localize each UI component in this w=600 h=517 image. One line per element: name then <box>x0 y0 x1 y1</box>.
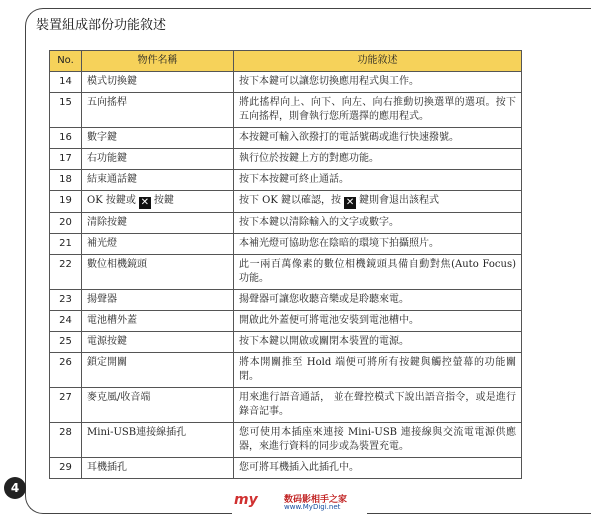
component-name: 模式切換鍵 <box>82 72 234 93</box>
table-row <box>50 128 522 149</box>
component-description: 將本開關推至 Hold 端便可將所有按鍵與觸控螢幕的功能關閉。 <box>234 353 522 388</box>
row-number: 28 <box>50 423 82 458</box>
component-description: 按下本鍵可以讓您切換應用程式與工作。 <box>234 72 522 93</box>
component-name: 揚聲器 <box>82 290 234 311</box>
row-number: 14 <box>50 72 82 93</box>
component-name: 耳機插孔 <box>82 458 234 479</box>
component-name <box>82 191 234 213</box>
table-row <box>50 255 522 290</box>
component-name: 補光燈 <box>82 234 234 255</box>
row-number: 19 <box>50 191 82 213</box>
watermark-logo <box>232 492 367 514</box>
row-number: 20 <box>50 213 82 234</box>
component-name: 鎖定開關 <box>82 353 234 388</box>
row-number: 16 <box>50 128 82 149</box>
table-row <box>50 332 522 353</box>
table-row <box>50 170 522 191</box>
component-name: 五向搖桿 <box>82 93 234 128</box>
table-row <box>50 234 522 255</box>
page-number-badge: 4 <box>4 477 26 499</box>
table-row <box>50 213 522 234</box>
x-key-icon: ✕ <box>140 197 150 208</box>
row-number: 15 <box>50 93 82 128</box>
table-row <box>50 93 522 128</box>
row-number: 17 <box>50 149 82 170</box>
component-description: 用來進行語音通話， 並在聲控模式下說出語音指令，或是進行錄音記事。 <box>234 388 522 423</box>
component-description-part: 鍵則會退出該程式 <box>359 195 440 206</box>
header-no: No. <box>50 51 82 72</box>
row-number: 24 <box>50 311 82 332</box>
page-title: 裝置組成部份功能敘述 <box>36 18 167 33</box>
table-row <box>50 149 522 170</box>
table-row <box>50 458 522 479</box>
table-row <box>50 423 522 458</box>
table-header-row <box>50 51 522 72</box>
table-body <box>50 72 522 479</box>
component-description: 您可使用本插座來連接 Mini-USB 連接線與交流電電源供應器，來進行資料的同步或為裝置充電。 <box>234 423 522 458</box>
component-description: 執行位於按鍵上方的對應功能。 <box>234 149 522 170</box>
row-number: 23 <box>50 290 82 311</box>
component-description: 您可將耳機插入此插孔中。 <box>234 458 522 479</box>
component-description: 本補光燈可協助您在陰暗的環境下拍攝照片。 <box>234 234 522 255</box>
watermark-sub-text: www.MyDigi.net <box>284 503 341 511</box>
row-number: 18 <box>50 170 82 191</box>
row-number: 29 <box>50 458 82 479</box>
component-name: 電池槽外蓋 <box>82 311 234 332</box>
row-number: 22 <box>50 255 82 290</box>
header-desc: 功能敘述 <box>234 51 522 72</box>
table-row <box>50 353 522 388</box>
component-description-part: 按下 OK 鍵以確認，按 <box>239 195 342 206</box>
component-description: 開啟此外蓋便可將電池安裝到電池槽中。 <box>234 311 522 332</box>
table-row <box>50 72 522 93</box>
component-description: 將此搖桿向上、向下、向左、向右推動切換選單的選項。按下五向搖桿，則會執行您所選擇的應用程式。 <box>234 93 522 128</box>
component-name: 數位相機鏡頭 <box>82 255 234 290</box>
row-number: 25 <box>50 332 82 353</box>
component-description: 揚聲器可讓您收聽音樂或是聆聽來電。 <box>234 290 522 311</box>
table-row <box>50 191 522 213</box>
component-name: 麥克風/收音端 <box>82 388 234 423</box>
component-description: 按下本鍵以清除輸入的文字或數字。 <box>234 213 522 234</box>
component-table <box>49 50 522 479</box>
table-row <box>50 290 522 311</box>
component-name-part: OK 按鍵或 <box>87 195 136 206</box>
component-name: 電源按鍵 <box>82 332 234 353</box>
component-name: 清除按鍵 <box>82 213 234 234</box>
component-description <box>234 191 522 213</box>
component-name: Mini-USB連接線插孔 <box>82 423 234 458</box>
component-description: 按下本鍵以開啟或關閉本裝置的電源。 <box>234 332 522 353</box>
header-name: 物件名稱 <box>82 51 234 72</box>
component-description: 本按鍵可輸入欲撥打的電話號碼或進行快速撥號。 <box>234 128 522 149</box>
component-description: 按下本按鍵可終止通話。 <box>234 170 522 191</box>
component-name-part: 按鍵 <box>153 195 174 206</box>
watermark-main-text: 数码影相手之家 <box>284 495 348 505</box>
component-name: 結束通話鍵 <box>82 170 234 191</box>
component-name: 右功能鍵 <box>82 149 234 170</box>
watermark-mark: my <box>234 492 258 508</box>
table-row <box>50 311 522 332</box>
table-row <box>50 388 522 423</box>
component-description: 此一兩百萬像素的數位相機鏡頭具備自動對焦(Auto Focus) 功能。 <box>234 255 522 290</box>
row-number: 26 <box>50 353 82 388</box>
row-number: 21 <box>50 234 82 255</box>
row-number: 27 <box>50 388 82 423</box>
x-key-icon: ✕ <box>345 197 355 208</box>
component-name: 數字鍵 <box>82 128 234 149</box>
